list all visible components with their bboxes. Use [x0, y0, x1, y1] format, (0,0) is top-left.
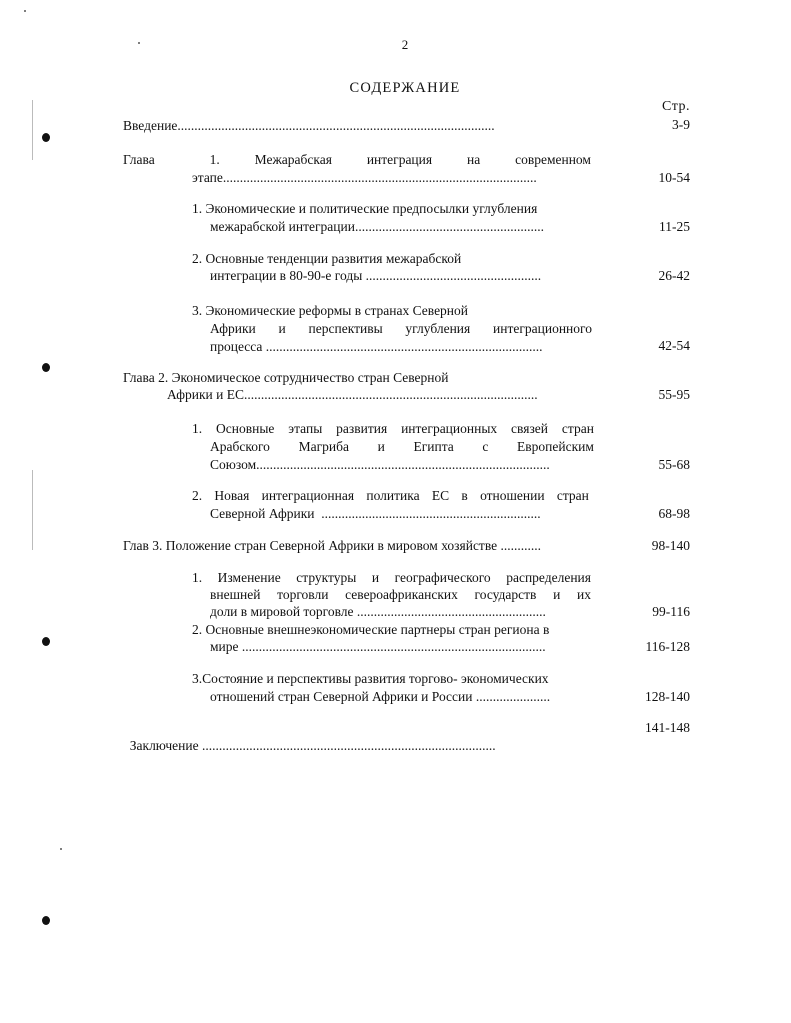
toc-word: Арабского	[210, 439, 270, 454]
scan-speck	[24, 10, 26, 12]
page-title: СОДЕРЖАНИЕ	[349, 80, 461, 96]
toc-page-section-3-2: 116-128	[645, 639, 690, 654]
toc-word: политика	[366, 488, 420, 503]
scan-speck	[138, 42, 140, 44]
toc-section-3-1[interactable]	[192, 569, 591, 587]
toc-word: в	[461, 488, 468, 503]
toc-word: и	[377, 439, 385, 454]
toc-section-2-1[interactable]	[192, 420, 594, 438]
toc-word: интеграция	[366, 152, 433, 167]
toc-word: современном	[515, 152, 591, 167]
toc-section-2-2[interactable]	[192, 487, 589, 505]
toc-section-1-1-cont[interactable]: межарабской интеграции........................................................	[210, 219, 544, 234]
toc-word: этапы	[288, 421, 323, 436]
page-number: 2	[401, 37, 409, 52]
toc-word: связей	[511, 421, 548, 436]
toc-section-3-2[interactable]: 2. Основные внешнеэкономические партнеры стран региона в	[192, 622, 550, 637]
punch-hole-mark	[42, 133, 50, 142]
toc-section-1-3[interactable]: 3. Экономические реформы в странах Северной	[192, 303, 469, 318]
toc-page-section-3-1: 99-116	[652, 604, 690, 619]
toc-word: североафриканских	[345, 587, 458, 602]
toc-word: географического	[394, 570, 491, 585]
toc-word: 1.	[209, 152, 220, 167]
toc-page-section-2-2: 68-98	[658, 506, 690, 521]
toc-word: 2.	[192, 488, 203, 503]
toc-page-chapter-1: 10-54	[658, 170, 690, 185]
toc-chapter-2-title-cont[interactable]: Африки и ЕС.......................................................................................	[167, 387, 538, 402]
toc-page-section-1-3: 42-54	[658, 338, 690, 353]
toc-section-1-2-cont[interactable]: интеграции в 80-90-е годы ....................................................	[210, 268, 542, 283]
toc-section-1-2[interactable]: 2. Основные тенденции развития межарабской	[192, 251, 462, 266]
toc-word: стран	[561, 421, 594, 436]
toc-entry-conclusion[interactable]	[123, 719, 581, 753]
toc-word: интеграционных	[401, 421, 498, 436]
toc-word: Магриба	[298, 439, 349, 454]
toc-section-1-1[interactable]: 1. Экономические и политические предпосылки углубления	[192, 201, 538, 216]
toc-word: Европейским	[517, 439, 594, 454]
toc-page-conclusion: 141-148	[645, 720, 690, 735]
toc-leader-dots: .......................................................................................	[198, 738, 496, 753]
toc-word: углубления	[405, 321, 471, 336]
pages-column-header: Стр.	[662, 99, 690, 114]
toc-section-2-2-cont[interactable]: Северной Африки .................................................................	[210, 506, 541, 521]
toc-entry-intro[interactable]	[123, 117, 587, 135]
toc-section-1-3-cont[interactable]	[210, 320, 592, 338]
toc-page-section-3-3: 128-140	[645, 689, 690, 704]
toc-word: распределения	[506, 570, 591, 585]
toc-word: Глава	[123, 152, 155, 167]
toc-section-3-1-cont2[interactable]: доли в мировой торговле ........................................................	[210, 604, 546, 619]
toc-section-3-2-cont[interactable]: мире ..........................................................................................	[210, 639, 546, 654]
toc-section-2-1-cont[interactable]	[210, 438, 594, 456]
toc-word: Межарабская	[254, 152, 332, 167]
toc-word: Новая	[214, 488, 250, 503]
toc-word: торговли	[277, 587, 329, 602]
toc-entry-label: Введение	[123, 118, 178, 133]
toc-word: внешней	[210, 587, 261, 602]
toc-chapter-1-title-cont[interactable]: этапе.............................................................................................	[192, 170, 537, 185]
toc-page-section-1-1: 11-25	[659, 219, 690, 234]
toc-word: 1.	[192, 421, 203, 436]
toc-word: ЕС	[431, 488, 450, 503]
toc-word: развития	[336, 421, 388, 436]
toc-chapter-1-title[interactable]	[123, 151, 591, 169]
toc-word: и	[371, 570, 380, 585]
toc-word: и	[278, 321, 286, 336]
toc-word: интеграционного	[493, 321, 592, 336]
toc-word: Египта	[413, 439, 454, 454]
toc-entry-label: Заключение	[129, 738, 199, 753]
toc-word: интеграционная	[261, 488, 355, 503]
punch-hole-mark	[42, 363, 50, 372]
toc-word: их	[577, 587, 591, 602]
toc-page-chapter-3: 98-140	[651, 538, 690, 553]
toc-page-chapter-2: 55-95	[658, 387, 690, 402]
toc-leader-dots: ..............................................................................................	[177, 118, 495, 133]
toc-page-section-2-1: 55-68	[658, 457, 690, 472]
toc-word: государств	[474, 587, 537, 602]
toc-word: перспективы	[308, 321, 383, 336]
toc-section-3-3-cont[interactable]: отношений стран Северной Африки и России ......................	[210, 689, 551, 704]
toc-word: с	[482, 439, 489, 454]
toc-word: отношении	[480, 488, 545, 503]
scan-edge-line	[32, 470, 33, 550]
toc-chapter-2-title[interactable]: Глава 2. Экономическое сотрудничество стран Северной	[123, 370, 449, 385]
toc-word: Изменение	[217, 570, 281, 585]
toc-word: 1.	[192, 570, 203, 585]
toc-word: Африки	[210, 321, 256, 336]
toc-section-3-3[interactable]: 3.Состояние и перспективы развития торгово- экономических	[192, 671, 549, 686]
toc-word: стран	[556, 488, 589, 503]
toc-word: Основные	[216, 421, 275, 436]
toc-word: и	[553, 587, 561, 602]
toc-page-intro: 3-9	[672, 117, 690, 132]
punch-hole-mark	[42, 916, 50, 925]
toc-section-3-1-cont[interactable]	[210, 586, 591, 604]
scan-speck	[60, 848, 62, 850]
toc-section-2-1-cont2[interactable]: Союзом.......................................................................................	[210, 457, 550, 472]
punch-hole-mark	[42, 637, 50, 646]
toc-page-section-1-2: 26-42	[658, 268, 690, 283]
toc-chapter-3-title[interactable]: Глав 3. Положение стран Северной Африки в мировом хозяйстве ............	[123, 538, 541, 553]
toc-word: структуры	[296, 570, 357, 585]
scan-edge-line	[32, 100, 33, 160]
toc-word: на	[466, 152, 481, 167]
toc-section-1-3-cont2[interactable]: процесса ..................................................................................	[210, 339, 543, 354]
